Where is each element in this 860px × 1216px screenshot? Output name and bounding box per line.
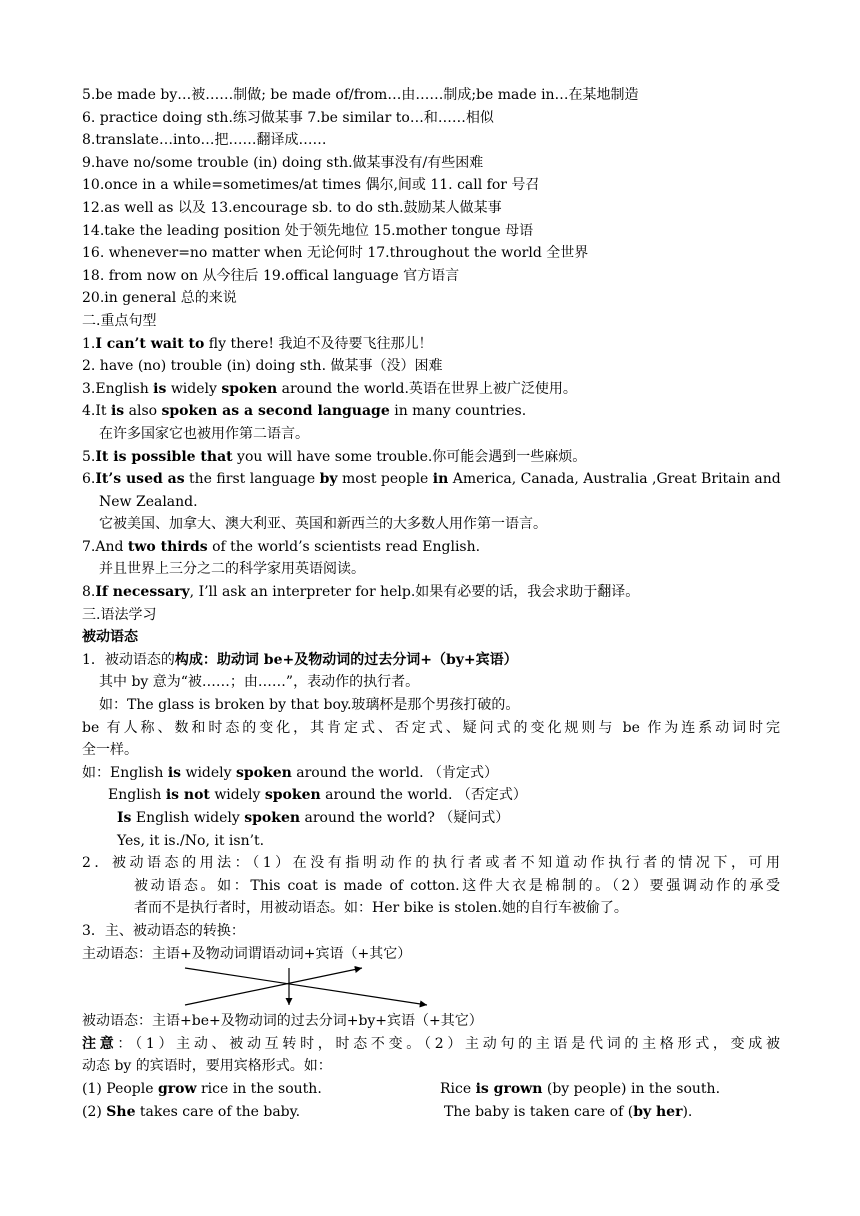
grammar-example: 如：The glass is broken by that boy.玻璃杯是那个男孩打破的。	[99, 697, 520, 714]
grammar-explanation: 者而不是执行者时，用被动语态。如：Her bike is stolen.她的自行车被偷了。	[134, 900, 628, 917]
key-sentence: 7.And two thirds of the world’s scientists read English.	[82, 538, 481, 555]
active-voice-formula: 主动语态：主语+及物动词谓语动词+宾语（+其它）	[82, 945, 412, 962]
key-sentence: 8.If necessary, I’ll ask an interpreter for help.如果有必要的话，我会求助于翻译。	[82, 584, 640, 601]
phrase-item: 8.translate…into…把……翻译成……	[82, 132, 327, 149]
grammar-explanation: be 有人称、数和时态的变化，其肯定式、否定式、疑问式的变化规则与 be 作为连系动词时完	[82, 719, 780, 736]
note-continued: 动态 by 的宾语时，要用宾格形式。如：	[82, 1058, 332, 1075]
phrase-list	[82, 84, 780, 310]
arrow-object-to-subject	[185, 968, 362, 1005]
grammar-point: 3．主、被动语态的转换：	[82, 922, 245, 939]
section-heading: 二.重点句型	[82, 312, 157, 329]
phrase-item: 16. whenever=no matter when 无论何时 17.throughout the world 全世界	[82, 245, 589, 262]
translation: 在许多国家它也被用作第二语言。	[99, 425, 309, 442]
grammar-example: English is not widely spoken around the world. （否定式）	[108, 787, 527, 804]
grammar-example: 如：English is widely spoken around the world. （肯定式）	[82, 764, 498, 781]
translation: 它被美国、加拿大、澳大利亚、英国和新西兰的大多数人用作第一语言。	[99, 516, 547, 533]
key-sentence: 4.It is also spoken as a second language in many countries.	[82, 403, 527, 420]
phrase-item: 10.once in a while=sometimes/at times 偶尔,间或 11. call for 号召	[82, 177, 540, 194]
active-sentence: (1) People grow rice in the south.	[82, 1080, 322, 1097]
phrase-item: 5.be made by…被……制做; be made of/from…由……制成;be made in…在某地制造	[82, 87, 639, 103]
key-sentence: 5.It is possible that you will have some trouble.你可能会遇到一些麻烦。	[82, 448, 587, 465]
key-sentence: 6.It’s used as the first language by most people in America, Canada, Australia ,Great Britain and	[82, 471, 781, 488]
phrase-item: 12.as well as 以及 13.encourage sb. to do sth.鼓励某人做某事	[82, 199, 502, 216]
passive-voice-formula: 被动语态：主语+be+及物动词的过去分词+by+宾语（+其它）	[82, 1013, 483, 1030]
grammar-explanation: 被动语态。如：This coat is made of cotton.这件大衣是棉制的。（2）要强调动作的承受	[134, 877, 780, 894]
phrase-item: 20.in general 总的来说	[82, 290, 237, 307]
grammar-example: Yes, it is./No, it isn’t.	[117, 832, 265, 849]
key-sentence: 2. have (no) trouble (in) doing sth. 做某事（没）困难	[82, 358, 443, 375]
translation: 并且世界上三分之二的科学家用英语阅读。	[99, 561, 365, 578]
active-sentence: (2) She takes care of the baby.	[82, 1103, 301, 1120]
phrase-item: 14.take the leading position 处于领先地位 15.mother tongue 母语	[82, 222, 534, 239]
section-heading: 三.语法学习	[82, 606, 157, 623]
grammar-example: Is English widely spoken around the world? （疑问式）	[117, 810, 510, 826]
conversion-example	[82, 1101, 780, 1124]
key-sentence: 3.English is widely spoken around the world.英语在世界上被广泛使用。	[82, 380, 577, 397]
grammar-point: 2．被动语态的用法：（1）在没有指明动作的执行者或者不知道动作执行者的情况下，可用	[82, 855, 780, 872]
passive-sentence: Rice is grown (by people) in the south.	[440, 1080, 721, 1097]
document-page	[82, 84, 780, 1123]
conversion-example	[82, 1078, 780, 1101]
passive-sentence: The baby is taken care of (by her).	[444, 1103, 693, 1120]
grammar-explanation: 其中 by 意为“被……；由……”，表动作的执行者。	[99, 674, 420, 691]
grammar-explanation: 全一样。	[82, 742, 138, 759]
phrase-item: 6. practice doing sth.练习做某事 7.be similar to…和……相似	[82, 109, 494, 126]
phrase-item: 18. from now on 从今往后 19.offical language 官方语言	[82, 267, 460, 284]
key-sentence: 1.I can’t wait to fly there! 我迫不及待要飞往那儿！	[82, 335, 433, 352]
conversion-arrows	[82, 965, 780, 1010]
key-sentence-continued: New Zealand.	[99, 493, 198, 510]
arrow-subject-to-by-object	[185, 968, 427, 1005]
grammar-point: 1．被动语态的构成：助动词 be+及物动词的过去分词+（by+宾语）	[82, 651, 518, 668]
phrase-item: 9.have no/some trouble (in) doing sth.做某事没有/有些困难	[82, 154, 484, 171]
note: 注意：（1）主动、被动互转时，时态不变。（2）主动句的主语是代词的主格形式，变成被	[82, 1035, 781, 1052]
voice-conversion-diagram	[82, 965, 780, 1010]
topic-title: 被动语态	[82, 629, 138, 646]
